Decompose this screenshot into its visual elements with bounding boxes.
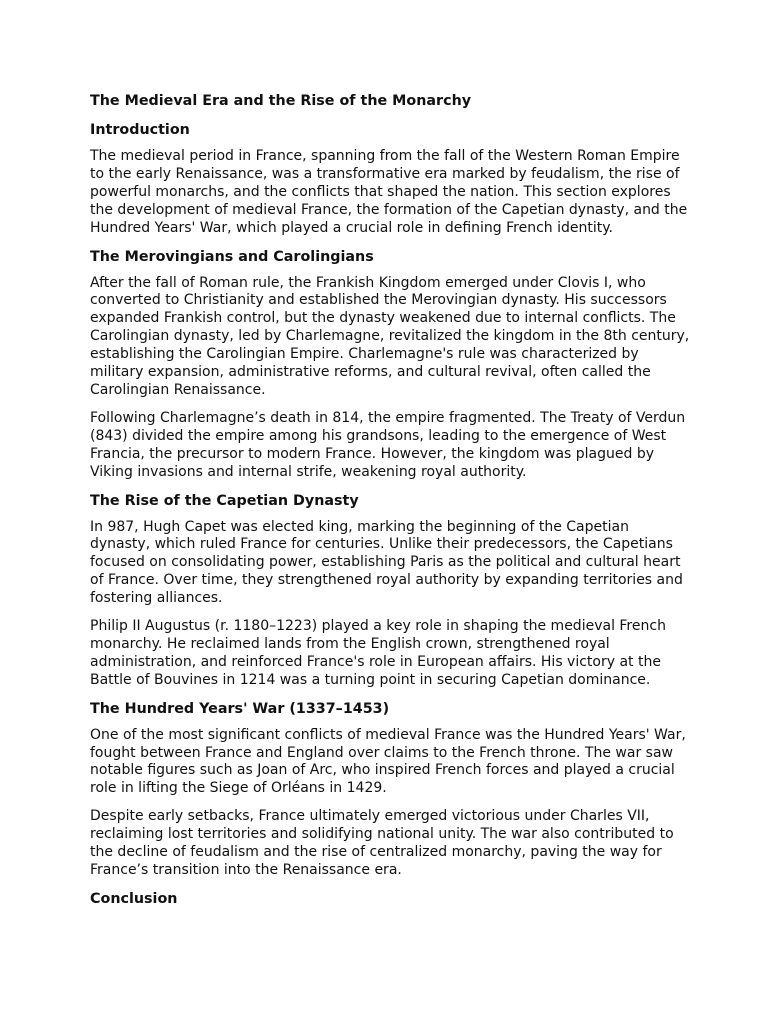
paragraph: After the fall of Roman rule, the Frankish Kingdom emerged under Clovis I, who converted to Christianity and established the Merovingian dynasty. His successors expanded Frankish control, but the dynasty weakened due to internal conflicts. The Carolingian dynasty, led by Charlemagne, revitalized the kingdom in the 8th century, establishing the Carolingian Empire. Charlemagne's rule was characterized by military expansion, administrative reforms, and cultural revival, often called the Carolingian Renaissance. [90,274,690,398]
section-merovingians-carolingians [90,248,690,482]
section-hundred-years-war [90,700,690,880]
paragraph: One of the most significant conflicts of medieval France was the Hundred Years' War, fought between France and England over claims to the French throne. The war saw notable figures such as Joan of Arc, who inspired French forces and played a crucial role in lifting the Siege of Orléans in 1429. [90,726,686,797]
section-heading-introduction: Introduction [90,122,190,138]
section-heading-hundred-years-war: The Hundred Years' War (1337–1453) [90,700,390,717]
document-page [90,90,690,917]
document-title: The Medieval Era and the Rise of the Monarchy [90,93,472,109]
section-capetian-dynasty [90,492,690,690]
paragraph: The medieval period in France, spanning from the fall of the Western Roman Empire to the early Renaissance, was a transformative era marked by feudalism, the rise of powerful monarchs, and the conflicts that shaped the nation. This section explores the development of medieval France, the formation of the Capetian dynasty, and the Hundred Years' War, which played a crucial role in defining French identity. [90,148,688,236]
section-heading-conclusion: Conclusion [90,890,178,907]
paragraph: Following Charlemagne’s death in 814, the empire fragmented. The Treaty of Verdun (843) divided the empire among his grandsons, leading to the emergence of West Francia, the precursor to modern France. However, the kingdom was plagued by Viking invasions and internal strife, weakening royal authority. [90,409,686,480]
section-heading-merovingians-carolingians: The Merovingians and Carolingians [90,248,374,265]
paragraph: In 987, Hugh Capet was elected king, marking the beginning of the Capetian dynasty, which ruled France for centuries. Unlike their predecessors, the Capetians focused on consolidating power, establishing Paris as the political and cultural heart of France. Over time, they strengthened royal authority by expanding territories and fostering alliances. [90,518,683,607]
paragraph: Philip II Augustus (r. 1180–1223) played a key role in shaping the medieval French monarchy. He reclaimed lands from the English crown, strengthened royal administration, and reinforced France's role in European affairs. His victory at the Battle of Bouvines in 1214 was a turning point in securing Capetian dominance. [90,618,666,688]
section-conclusion [90,890,690,908]
paragraph: Despite early setbacks, France ultimately emerged victorious under Charles VII, reclaiming lost territories and solidifying national unity. The war also contributed to the decline of feudalism and the rise of centralized monarchy, paving the way for France’s transition into the Renaissance era. [90,808,674,878]
section-introduction [90,121,690,238]
section-heading-capetian-dynasty: The Rise of the Capetian Dynasty [90,492,359,509]
